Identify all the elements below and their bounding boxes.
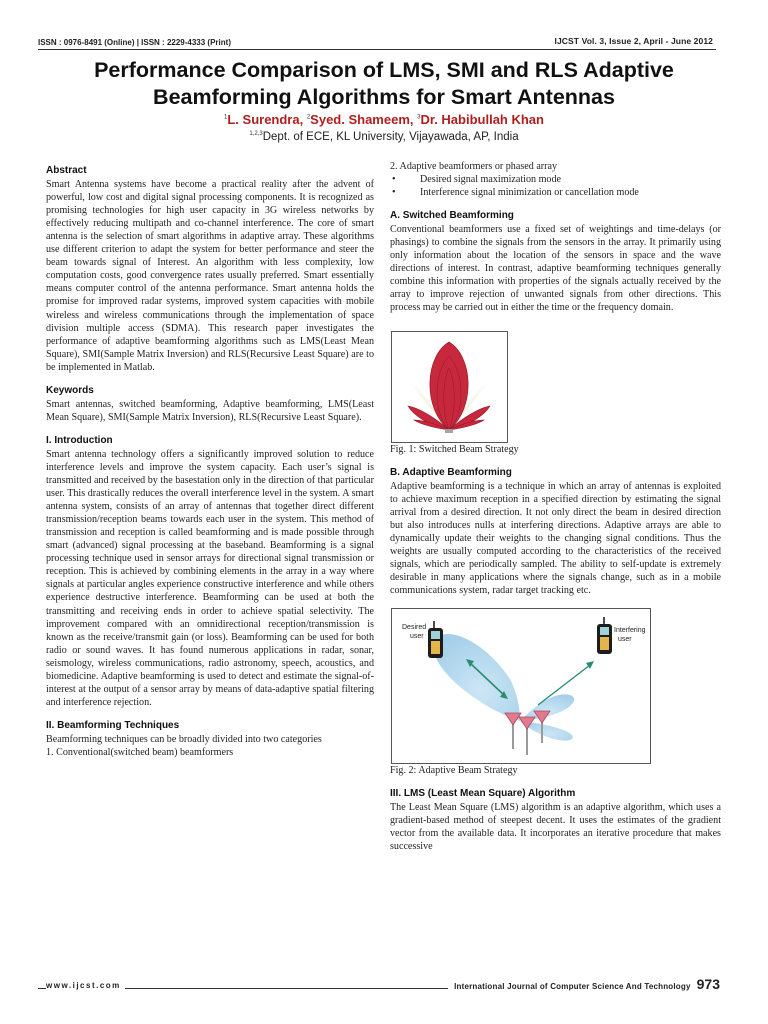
bullet-item <box>390 186 721 199</box>
website-footer: www.ijcst.com <box>46 981 125 990</box>
paper-title: Performance Comparison of LMS, SMI and RLS Adaptive Beamforming Algorithms for Smart Antennas <box>94 58 674 109</box>
bullet-text: Desired signal maximization mode <box>420 174 561 186</box>
beamforming-item-1: 1. Conventional(switched beam) beamformers <box>46 746 234 758</box>
left-column <box>46 160 374 759</box>
author-list <box>30 112 738 127</box>
page-number: 973 <box>696 976 720 992</box>
journal-name: International Journal of Computer Science And Technology <box>454 982 691 991</box>
beam-lobes <box>408 342 490 430</box>
issn-header: ISSN : 0976-8491 (Online) | ISSN : 2229-4333 (Print) <box>38 38 231 47</box>
switched-beamforming-text: Conventional beamformers use a fixed set of weightings and time-delays (or phasings) to combine the signals from the sensors in the array. It primarily using only information about the location of the sensors in space and the wave directions of interest. In contrast, adaptive beamforming techniques generally combine this information with properties of the signals actually received by the array to improve rejection of unwanted signals from other directions. This process may be carried out in either the time or the frequency domain. <box>390 224 721 314</box>
adaptive-beamforming-heading: B. Adaptive Beamforming <box>390 466 512 478</box>
main-lobe <box>430 342 468 430</box>
author-3-name: Dr. Habibullah Khan <box>420 112 544 127</box>
desired-user-phone <box>428 621 443 658</box>
right-column <box>390 160 721 853</box>
lms-text: The Least Mean Square (LMS) algorithm is an adaptive algorithm, which uses a gradient-based method of steepest decent. It uses the estimates of the gradient vector from the available data. It incorporates an iterative procedure that makes successive <box>390 802 721 853</box>
adaptive-beamforming-text: Adaptive beamforming is a technique in which an array of antennas is exploited to achieve maximum reception in a specified direction by estimating the signal arrival from a desired direction. It not only direct the beam in desired direction but also introduces nulls at interfering directions. Adaptive arrays are able to dynamically update their weights to the changing signal conditions. Thus the weights are usually computed according to the characteristics of the received signals, which are periodically sampled. The ability to self-update is extremely desirable in many applications where the signals change, such as in a mobile communications system, radar target tracking etc. <box>390 480 721 596</box>
abstract-heading: Abstract <box>46 165 87 176</box>
figure-1-switched-beam <box>391 331 508 443</box>
beamforming-techniques-text: Beamforming techniques can be broadly divided into two categories <box>46 733 322 745</box>
author-2-name: Syed. Shameem, <box>310 112 418 127</box>
author-3-sup: 3 <box>417 114 421 121</box>
journal-footer <box>448 976 720 994</box>
interfering-user-phone <box>597 617 612 654</box>
main-beam <box>434 634 520 721</box>
author-2-sup: 2 <box>306 114 311 121</box>
bullet-text: Interference signal minimization or cancellation mode <box>420 187 639 199</box>
bullet-dot: • <box>392 187 396 199</box>
desired-user-label: Desired <box>402 624 427 632</box>
author-1-sup: 1 <box>224 114 228 121</box>
keywords-heading: Keywords <box>46 384 94 396</box>
keywords-text: Smart antennas, switched beamforming, Adaptive beamforming, LMS(Least Mean Square), SMI(Sample Matrix Inversion), RLS(Recursive Least Square). <box>46 398 374 423</box>
introduction-text: Smart antenna technology offers a significantly improved solution to reduce interference levels and improve the system capacity. Each user’s signal is transmitted and received by the basestation only in the direction of that particular user. This drastically reduces the overall interference level in the system. A smart antenna system, consists of an array of antennas that together direct different transmission/reception beams towards each user in the system. This method of transmission and reception is called beamforming and is made possible through smart (advanced) signal processing at the baseband. Beamforming is a signal processing technique used in sensor arrays for directional signal transmission or reception. This is achieved by combining elements in the array in a way where signals at particular angles experience constructive interference and while others experience destructive interference. Beamforming can be used at both the transmitting and receiving ends in order to achieve spatial selectivity. The improvement compared with an omnidirectional reception/transmission is known as the receive/transmit gain (or loss). Beamforming can be used for both radio or sound waves. It has found numerous applications in radar, sonar, seismology, wireless communications, radio astronomy, speech, acoustics, and biomedicine. Adaptive beamforming is used to detect and estimate the signal-of-interest at the output of a sensor array by means of data-adaptive spatial filtering and interference rejection. <box>46 448 374 708</box>
antenna-base <box>445 429 453 433</box>
journal-issue-header: IJCST Vol. 3, Issue 2, April - June 2012 <box>554 36 713 46</box>
figure-2-adaptive-beam <box>391 608 651 764</box>
figure-2-caption: Fig. 2: Adaptive Beam Strategy <box>390 765 518 777</box>
switched-beamforming-heading: A. Switched Beamforming <box>390 210 514 222</box>
beam-pattern <box>434 634 575 741</box>
author-1-name: L. Surendra, <box>227 112 307 127</box>
beamforming-item-2: 2. Adaptive beamformers or phased array <box>390 161 558 172</box>
desired-user-label-line2: user <box>410 633 424 641</box>
bullet-dot: • <box>392 174 396 186</box>
beamforming-techniques-heading: II. Beamforming Techniques <box>46 719 180 731</box>
affiliation <box>30 131 738 143</box>
interfering-user-label: Interfering <box>614 627 646 635</box>
lms-heading: III. LMS (Least Mean Square) Algorithm <box>390 788 576 800</box>
affiliation-sup: 1,2,3 <box>249 131 263 138</box>
adaptive-beam-graphic <box>392 609 650 763</box>
abstract-text: Smart Antenna systems have become a practical reality after the advent of powerful, low cost and digital signal processing components. It is recognized as promising technologies for high user capacity in 3G wireless networks by effectively reducing multipath and co-channel interference. The core of smart antenna is the selection of smart algorithms in adaptive array. These algorithms use different criterion to adapt the system for better performance and steer the beam towards signal of Interest. An algorithm with less complexity, low computation costs, good convergence rates usually preferred. Smart essentially means computer control of the antenna performance. Smart antenna holds the promise for improved radar systems, improved system capacities with mobile wireless and wireless communications through the implementation of space division multiple access (SDMA). This research paper investigates the performance of adaptive beamforming algorithms such as LMS(Least Mean Square), SMI(Sample Matrix Inversion) and RLS(Recursive Least Square) are to be implemented in Matlab. <box>46 179 374 373</box>
bullet-item <box>390 173 721 186</box>
interfering-user-label-line2: user <box>618 636 632 644</box>
affiliation-text: Dept. of ECE, KL University, Vijayawada, AP, India <box>262 131 519 143</box>
switched-beam-pattern-graphic <box>392 332 507 442</box>
figure-1-caption: Fig. 1: Switched Beam Strategy <box>390 443 519 455</box>
header-rule <box>38 49 716 50</box>
introduction-heading: I. Introduction <box>46 434 113 446</box>
